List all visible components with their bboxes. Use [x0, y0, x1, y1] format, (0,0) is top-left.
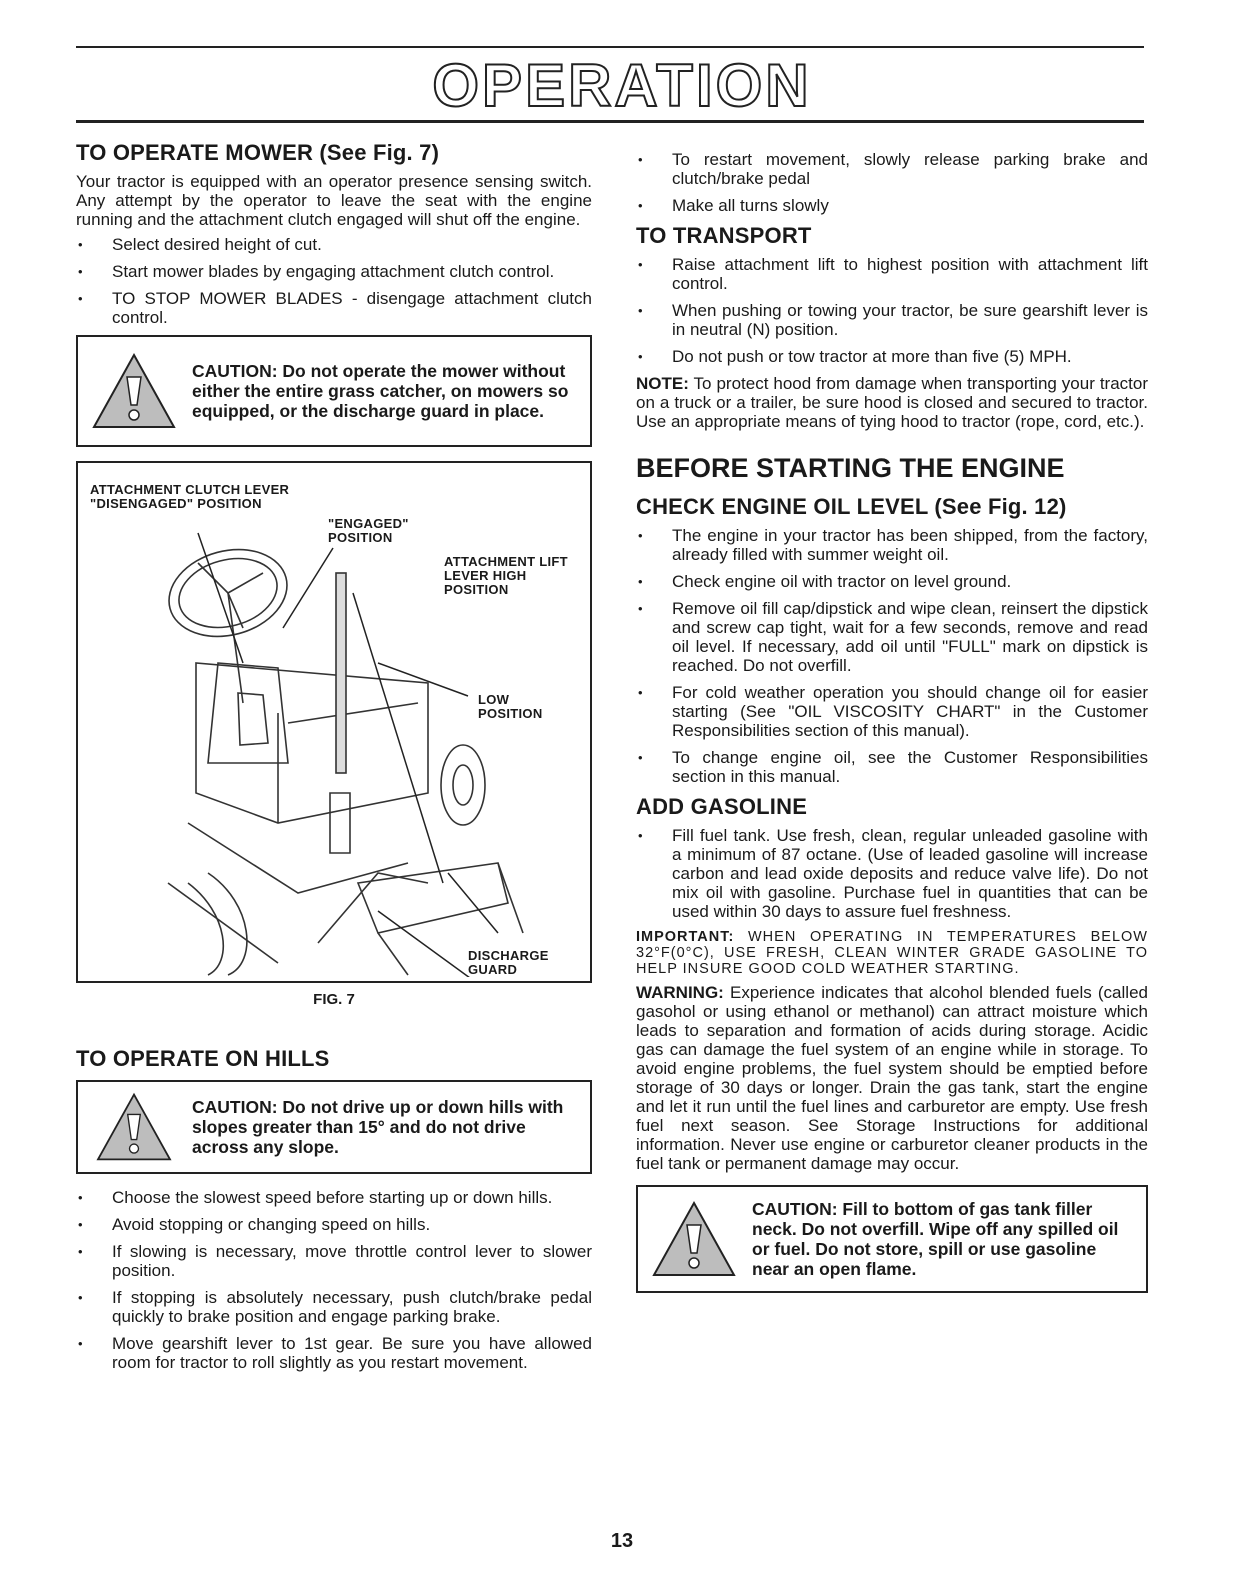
page-number: 13 [610, 1530, 634, 1552]
note-label: NOTE: [636, 374, 689, 393]
mower-caution-box [76, 335, 592, 447]
mower-bullets [76, 235, 592, 327]
label-discharge-guard: DISCHARGE GUARD [468, 948, 549, 977]
gasoline-bullets [636, 826, 1148, 921]
transport-section [636, 223, 1148, 431]
gasoline-heading: ADD GASOLINE [636, 794, 808, 819]
hills-bullets [76, 1188, 592, 1372]
mower-caution-text: CAUTION: Do not operate the mower without either the entire grass catcher, on mowers so equipped, or the discharge guard in place. [192, 361, 569, 421]
figure-caption: FIG. 7 [313, 991, 355, 1008]
left-column [76, 140, 592, 1380]
oil-bullets [636, 526, 1148, 786]
gasoline-caution-text: CAUTION: Fill to bottom of gas tank filler neck. Do not overfill. Wipe off any spilled oil or fuel. Do not store, spill or use gasoline near an open flame. [752, 1199, 1119, 1279]
transport-heading: TO TRANSPORT [636, 223, 812, 248]
list-item: • For cold weather operation you should change oil for easier starting (See "OIL VISCOSITY CHART" in the Customer Responsibilities section of this manual). [636, 683, 1148, 740]
before-starting-heading: BEFORE STARTING THE ENGINE [636, 453, 1065, 483]
right-column [636, 150, 1148, 1307]
list-item: • Raise attachment lift to highest position with attachment lift control. [636, 255, 1148, 293]
list-item: • Choose the slowest speed before starting up or down hills. [76, 1188, 592, 1207]
warning-triangle-icon [86, 346, 182, 436]
list-item: • Move gearshift lever to 1st gear. Be sure you have allowed room for tractor to roll slightly as you restart movement. [76, 1334, 592, 1372]
warning-label: WARNING: [636, 983, 724, 1002]
label-lift-lever: ATTACHMENT LIFT LEVER HIGH POSITION [444, 554, 568, 597]
continued-bullets [636, 150, 1148, 215]
warning-text: Experience indicates that alcohol blended fuels (called gasohol or using ethanol or methanol) can attract moisture which leads to separation and formation of acids during storage. Acidic gas can damage the fuel system of an engine while in storage. To avoid engine problems, the fuel system should be emptied before storage of 30 days or longer. Drain the gas tank, start the engine and let it run until the fuel lines and carburetor are empty. Use fresh fuel next season. See Storage Instructions for additional information. Never use engine or carburetor cleaner products in the fuel tank or permanent damage may occur. [636, 983, 1148, 1173]
mower-intro: Your tractor is equipped with an operator presence sensing switch. Any attempt by the operator to leave the seat with the engine running and the attachment clutch engaged will shut off the engine. [76, 172, 592, 229]
mower-section [76, 140, 592, 447]
list-item: • TO STOP MOWER BLADES - disengage attachment clutch control. [76, 289, 592, 327]
important-note [636, 929, 1148, 977]
oil-section [636, 494, 1148, 786]
label-engaged-position: "ENGAGED" POSITION [328, 516, 409, 545]
warning-note [636, 983, 1148, 1173]
transport-bullets [636, 255, 1148, 366]
list-item: • To restart movement, slowly release parking brake and clutch/brake pedal [636, 150, 1148, 188]
note-text: To protect hood from damage when transporting your tractor on a truck or a trailer, be sure hood is closed and secured to tractor. Use an appropriate means of tying hood to tractor (rope, cord, etc.). [636, 374, 1149, 431]
figure-7 [76, 461, 592, 983]
top-rule [76, 46, 1144, 48]
important-text: WHEN OPERATING IN TEMPERATURES BELOW 32°F(0°C), USE FRESH, CLEAN WINTER GRADE GASOLINE TO HELP INSURE GOOD COLD WEATHER STARTING. [636, 929, 1148, 977]
list-item: • If slowing is necessary, move throttle control lever to slower position. [76, 1242, 592, 1280]
warning-triangle-icon [646, 1194, 742, 1284]
list-item: • Start mower blades by engaging attachment clutch control. [76, 262, 592, 281]
gasoline-section [636, 794, 1148, 1293]
hills-caution-text: CAUTION: Do not drive up or down hills with slopes greater than 15° and do not drive across any slope. [192, 1097, 564, 1157]
warning-triangle-icon [86, 1082, 182, 1172]
list-item: • Do not push or tow tractor at more than five (5) MPH. [636, 347, 1148, 366]
list-item: • Avoid stopping or changing speed on hills. [76, 1215, 592, 1234]
list-item: • Select desired height of cut. [76, 235, 592, 254]
page-title: OPERATION [432, 52, 812, 119]
list-item: • The engine in your tractor has been shipped, from the factory, already filled with summer weight oil. [636, 526, 1148, 564]
list-item: • Fill fuel tank. Use fresh, clean, regular unleaded gasoline with a minimum of 87 octane. (Use of leaded gasoline will increase carbon and lead oxide deposits and reduce valve life). Do not mix oil with gasoline. Purchase fuel in quantities that can be used within 30 days to assure fuel freshness. [636, 826, 1148, 921]
important-label: IMPORTANT: [636, 929, 735, 945]
list-item: • To change engine oil, see the Customer Responsibilities section in this manual. [636, 748, 1148, 786]
list-item: • Make all turns slowly [636, 196, 1148, 215]
oil-heading: CHECK ENGINE OIL LEVEL (See Fig. 12) [636, 494, 1067, 519]
title-rule [76, 120, 1144, 123]
hills-section [76, 1046, 592, 1372]
hills-caution-box [76, 1080, 592, 1174]
list-item: • Check engine oil with tractor on level ground. [636, 572, 1148, 591]
mower-heading: TO OPERATE MOWER (See Fig. 7) [76, 140, 440, 165]
hills-heading: TO OPERATE ON HILLS [76, 1046, 330, 1071]
transport-note [636, 374, 1148, 431]
label-low-position: LOW POSITION [478, 692, 543, 721]
list-item: • If stopping is absolutely necessary, push clutch/brake pedal quickly to brake position and engage parking brake. [76, 1288, 592, 1326]
list-item: • When pushing or towing your tractor, be sure gearshift lever is in neutral (N) position. [636, 301, 1148, 339]
gasoline-caution-box [636, 1185, 1148, 1293]
list-item: • Remove oil fill cap/dipstick and wipe clean, reinsert the dipstick and screw cap tight, wait for a few seconds, remove and read oil level. If necessary, add oil until "FULL" mark on dipstick is reached. Do not overfill. [636, 599, 1148, 675]
label-clutch-lever: ATTACHMENT CLUTCH LEVER "DISENGAGED" POSITION [90, 482, 290, 511]
